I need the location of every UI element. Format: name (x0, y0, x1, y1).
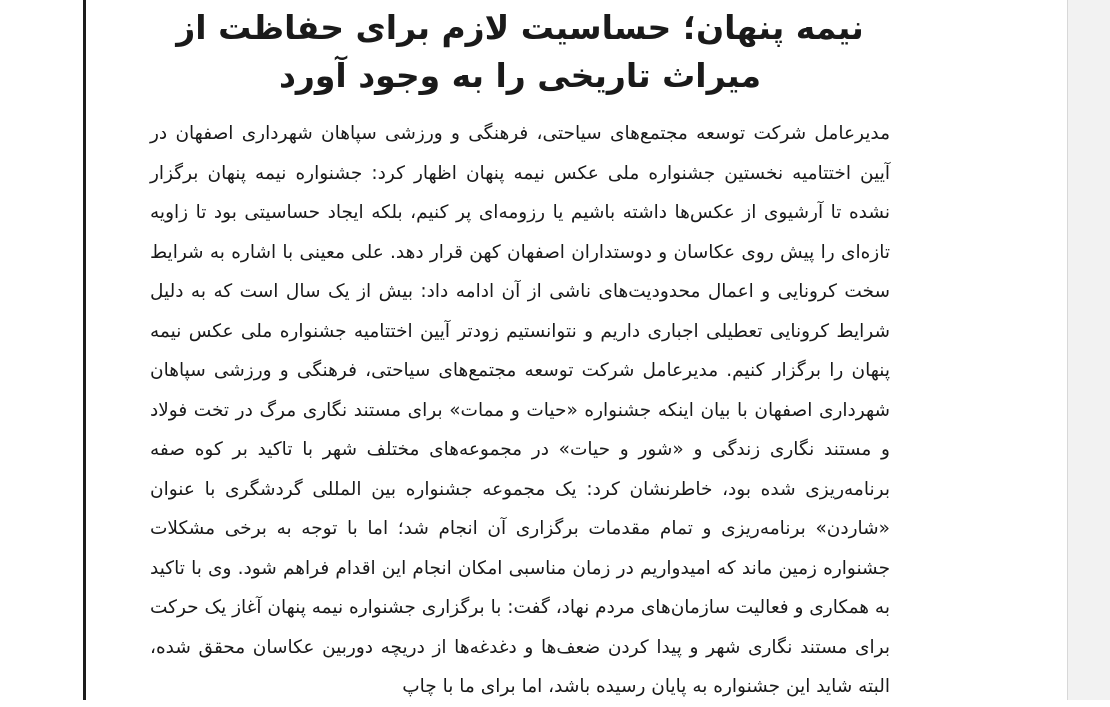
page-edge-left (0, 0, 86, 700)
article-body: مدیرعامل شرکت توسعه مجتمع‌های سیاحتی، فرهنگی و ورزشی سپاهان شهرداری اصفهان در آیین اختتامیه نخستین جشنواره ملی عکس نیمه پنهان اظهار کرد: جشنواره نیمه پنهان برگزار نشده تا آرشیوی از عکس‌ها داشته باشیم یا رزومه‌ای پر کنیم، بلکه ایجاد حساسیتی بود تا زاویه تازه‌ای را پیش روی عکاسان و دوستداران اصفهان کهن قرار دهد. علی معینی با اشاره به شرایط سخت کرونایی و اعمال محدودیت‌های ناشی از آن ادامه داد: بیش از یک سال است که به دلیل شرایط کرونایی تعطیلی اجباری داریم و نتوانستیم زودتر آیین اختتامیه جشنواره ملی عکس نیمه پنهان را برگزار کنیم. مدیرعامل شرکت توسعه مجتمع‌های سیاحتی، فرهنگی و ورزشی سپاهان شهرداری اصفهان با بیان اینکه جشنواره «حیات و ممات» برای مستند نگاری مرگ در تخت فولاد و مستند نگاری زندگی و «شور و حیات» در مجموعه‌های مختلف شهر با تاکید بر کوه صفه برنامه‌ریزی شده بود، خاطرنشان کرد: یک مجموعه جشنواره بین المللی گردشگری با عنوان «شاردن» برنامه‌ریزی و تمام مقدمات برگزاری آن انجام شد؛ اما با توجه به برخی مشکلات جشنواره زمین ماند که امیدواریم در زمان مناسبی امکان انجام این اقدام فراهم شود. وی با تاکید به همکاری و فعالیت سازمان‌های مردم نهاد، گفت: با برگزاری جشنواره نیمه پنهان آغاز یک حرکت برای مستند نگاری شهر و پیدا کردن ضعف‌ها و دغدغه‌ها از دریچه دوربین عکاسان محقق شده، البته شاید این جشنواره به پایان رسیده باشد، اما برای ما با چاپ (150, 123, 890, 697)
page-edge-right (1068, 0, 1110, 700)
news-article (150, 0, 890, 700)
article-headline: نیمه پنهان؛ حساسیت لازم برای حفاظت از میراث تاریخی را به وجود آورد (176, 8, 864, 95)
